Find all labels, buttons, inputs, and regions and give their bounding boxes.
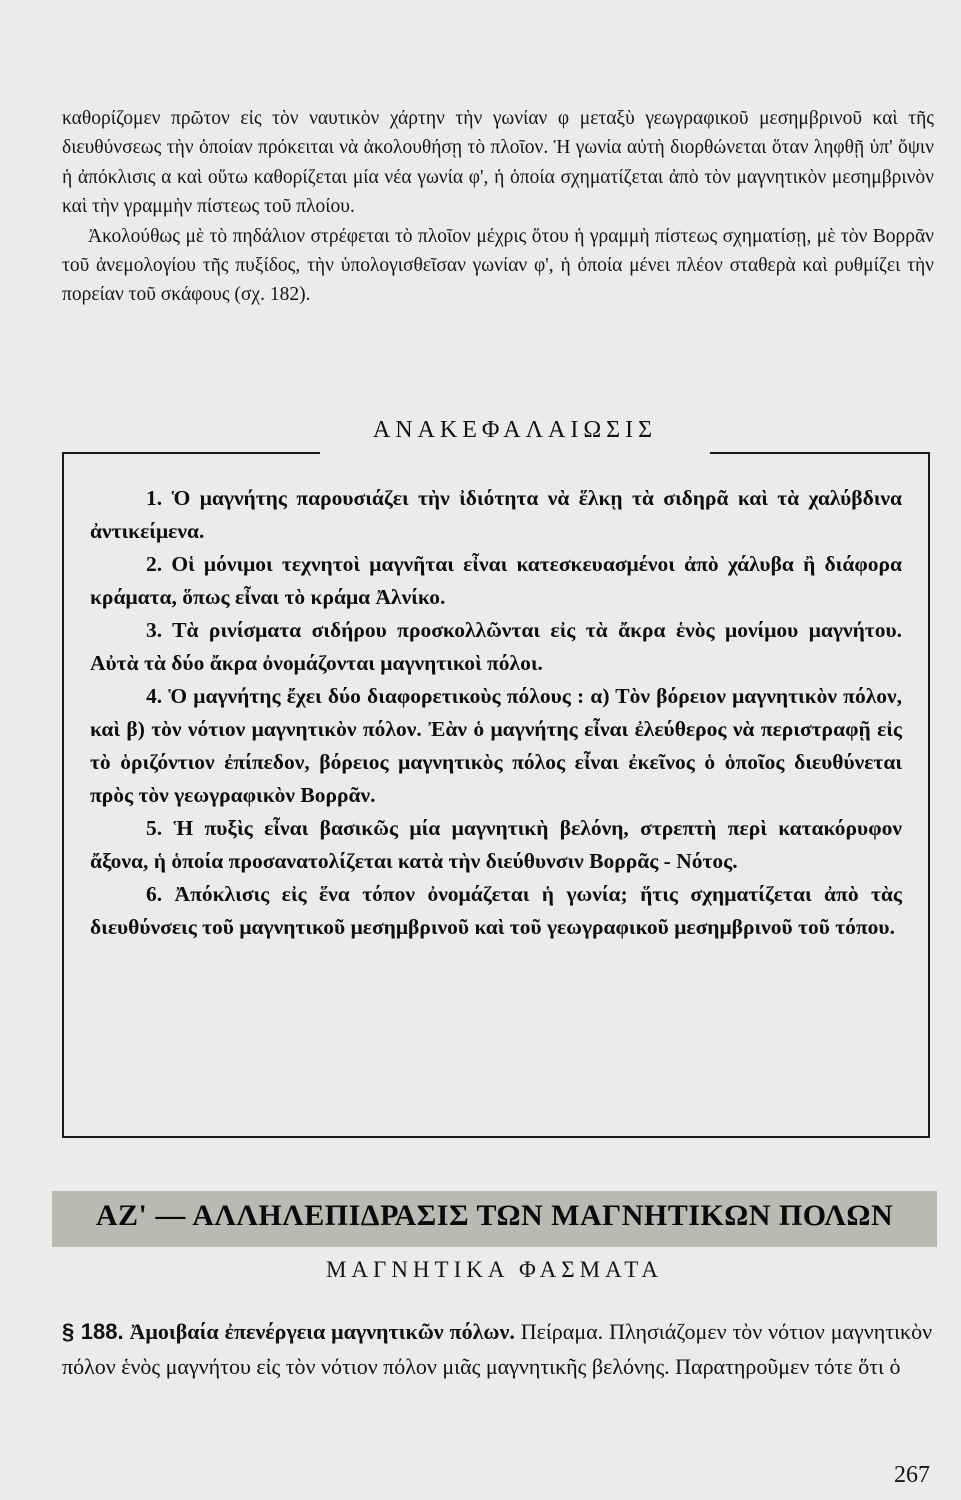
summary-item-6: 6. Ἀπόκλισις εἰς ἕνα τόπον ὀνομάζεται ἡ γωνία; ἥτις σχηματίζεται ἀπὸ τὰς διευθύνσεις τοῦ μαγνητικοῦ μεσημβρινοῦ καὶ τοῦ γεωγραφικοῦ μεσημβρινοῦ τοῦ τόπου. (90, 882, 902, 939)
paragraph-label: Πείραμα. (520, 1319, 604, 1344)
intro-paragraph-2: Ἀκολούθως μὲ τὸ πηδάλιον στρέφεται τὸ πλοῖον μέχρις ὅτου ἡ γραμμὴ πίστεως σχηματίσῃ, μὲ τὸν Βορρᾶν τοῦ ἀνεμολογίου τῆς πυξίδος, τὴν ὑπολογισθεῖσαν γωνίαν φ', ἡ ὁποία μένει πλέον σταθερὰ καὶ ρυθμίζει τὴν πορείαν τοῦ σκάφους (σχ. 182). (62, 225, 934, 306)
summary-item-5: 5. Ἡ πυξὶς εἶναι βασικῶς μία μαγνητικὴ βελόνη, στρεπτὴ περὶ κατακόρυφον ἄξονα, ἡ ὁποία προσανατολίζεται κατὰ τὴν διεύθυνσιν Βορρᾶς - Νότος. (90, 816, 902, 873)
summary-title: ΑΝΑΚΕΦΑΛΑΙΩΣΙΣ (372, 417, 658, 443)
summary-item-3: 3. Τὰ ρινίσματα σιδήρου προσκολλῶνται εἰς τὰ ἄκρα ἑνὸς μονίμου μαγνήτου. Αὐτὰ τὰ δύο ἄκρα ὀνομάζονται μαγνητικοὶ πόλοι. (90, 618, 902, 675)
intro-text (62, 104, 934, 310)
summary-list (90, 482, 902, 944)
section-paragraph (62, 1314, 932, 1384)
paragraph-number: § 188. (62, 1319, 124, 1344)
paragraph-text: Πλησιάζομεν τὸν νότιον μαγνητικὸν πόλον ἑνὸς μαγνήτου εἰς τὸν νότιον πόλον μιᾶς μαγνητικῆς βελόνης. Παρατηροῦμεν τότε ὅτι ὁ (62, 1319, 933, 1379)
page-number: 267 (894, 1462, 930, 1488)
summary-item-1: 1. Ὁ μαγνήτης παρουσιάζει τὴν ἰδιότητα νὰ ἕλκῃ τὰ σιδηρᾶ καὶ τὰ χαλύβδινα ἀντικείμενα. (90, 486, 902, 543)
summary-item-2: 2. Οἱ μόνιμοι τεχνητοὶ μαγνῆται εἶναι κατεσκευασμένοι ἀπὸ χάλυβα ἢ διάφορα κράματα, ὅπως εἶναι τὸ κράμα Ἀλνίκο. (90, 552, 902, 609)
summary-item-4: 4. Ὁ μαγνήτης ἔχει δύο διαφορετικοὺς πόλους : α) Τὸν βόρειον μαγνητικὸν πόλον, καὶ β) τὸν νότιον μαγνητικὸν πόλον. Ἐὰν ὁ μαγνήτης εἶναι ἐλεύθερος νὰ περιστραφῇ εἰς τὸ ὁριζόντιον ἐπίπεδον, βόρειος μαγνητικὸς πόλος εἶναι ἐκεῖνος ὁ ὁποῖος διευθύνεται πρὸς τὸν γεωγραφικὸν Βορρᾶν. (90, 684, 902, 807)
paragraph-heading: Ἀμοιβαία ἐπενέργεια μαγνητικῶν πόλων. (129, 1319, 515, 1344)
section-title: ΑΖ' — ΑΛΛΗΛΕΠΙΔΡΑΣΙΣ ΤΩΝ ΜΑΓΝΗΤΙΚΩΝ ΠΟΛΩΝ (95, 1199, 894, 1232)
section-subtitle: ΜΑΓΝΗΤΙΚΑ ΦΑΣΜΑΤΑ (325, 1257, 664, 1282)
intro-paragraph-1: καθορίζομεν πρῶτον εἰς τὸν ναυτικὸν χάρτην τὴν γωνίαν φ μεταξὺ γεωγραφικοῦ μεσημβρινοῦ καὶ τῆς διευθύνσεως τὴν ὁποίαν πρόκειται νὰ ἀκολουθήσῃ τὸ πλοῖον. Ἡ γωνία αὐτὴ διορθώνεται ὅταν ληφθῇ ὑπ' ὄψιν ἡ ἀπόκλισις α καὶ οὕτω καθορίζεται μία νέα γωνία φ', ἡ ὁποία σχηματίζεται ἀπὸ τὸν μαγνητικὸν μεσημβρινὸν καὶ τὴν γραμμὴν πίστεως τοῦ πλοίου. (62, 108, 934, 218)
